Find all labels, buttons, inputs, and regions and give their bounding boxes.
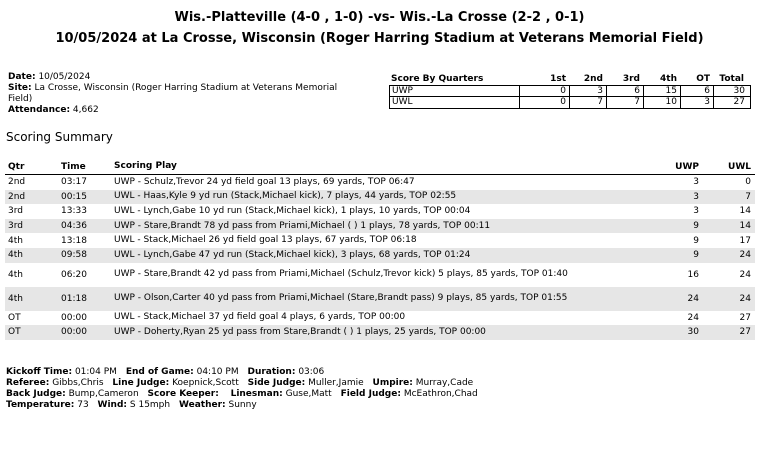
cell-back-judge-label: Back Judge:	[6, 389, 66, 399]
cell-5: OT	[696, 74, 710, 84]
cell-team: UWP	[390, 86, 520, 96]
cell-6: Total	[719, 74, 744, 84]
cell-ot: 6	[681, 86, 714, 96]
cell-temperature-label: Temperature:	[6, 400, 75, 410]
cell-linesman-label: Linesman:	[230, 389, 283, 399]
scoring-summary-table	[5, 161, 755, 340]
cell-referee-label: Referee:	[6, 378, 50, 388]
cell-play: UWL - Stack,Michael 37 yd field goal 4 plays, 6 yards, TOP 00:00	[114, 312, 406, 323]
table-row	[5, 233, 755, 248]
cell-qtr: 3rd	[8, 206, 23, 217]
cell-uwp: 24	[687, 312, 699, 323]
score-by-quarters-table	[389, 73, 751, 109]
cell-side-judge-label: Side Judge:	[247, 378, 306, 388]
cell-qtr: 4th	[8, 269, 23, 280]
cell-play: UWP - Schulz,Trevor 24 yd field goal 13 plays, 69 yards, TOP 06:47	[114, 176, 415, 187]
scoring-header	[5, 161, 755, 175]
cell-uwl: 17	[739, 235, 751, 246]
cell-play: UWP - Olson,Carter 40 yd pass from Priami,Michael (Stare,Brandt pass) 9 plays, 85 yards, TOP 01:55	[114, 293, 568, 304]
cell-q1: 0	[520, 97, 570, 108]
cell-time: 04:36	[61, 221, 87, 232]
cell-2: 2nd	[583, 74, 603, 84]
cell-uwl: 7	[745, 191, 751, 202]
cell-end-label: End of Game:	[125, 367, 194, 377]
cell-play: UWP - Stare,Brandt 78 yd pass from Priami,Michael ( ) 1 plays, 78 yards, TOP 00:11	[114, 220, 491, 231]
cell-play: Scoring Play	[114, 161, 177, 171]
cell-site: La Crosse, Wisconsin (Roger Harring Stadium at Veterans Memorial Field)	[8, 83, 338, 104]
footer-officials-1	[6, 378, 478, 389]
cell-play: UWL - Lynch,Gabe 47 yd run (Stack,Michael kick), 3 plays, 68 yards, TOP 01:24	[114, 249, 471, 260]
cell-referee: Gibbs,Chris	[52, 378, 104, 388]
cell-uwp: 9	[693, 250, 699, 261]
cell-uwl: 24	[739, 250, 751, 261]
cell-linesman: Guse,Matt	[285, 389, 332, 399]
cell-qtr: 4th	[8, 250, 23, 261]
cell-field-judge: McEathron,Chad	[403, 389, 478, 399]
table-row	[5, 311, 755, 326]
cell-ot: 3	[681, 97, 714, 108]
cell-uwp: 3	[693, 206, 699, 217]
cell-time: 03:17	[61, 177, 87, 188]
footer-weather	[6, 400, 478, 411]
cell-uwp: 30	[687, 327, 699, 338]
table-row	[5, 175, 755, 190]
cell-qtr: OT	[8, 327, 21, 338]
cell-uwl: 14	[739, 206, 751, 217]
cell-field-judge-label: Field Judge:	[340, 389, 401, 399]
table-row	[5, 325, 755, 340]
cell-4: 4th	[660, 74, 677, 84]
cell-uwl: 24	[739, 269, 751, 280]
cell-time: 06:20	[61, 269, 87, 280]
cell-q4: 10	[644, 97, 681, 108]
cell-uwl: 24	[739, 293, 751, 304]
cell-play: UWP - Doherty,Ryan 25 yd pass from Stare,Brandt ( ) 1 plays, 25 yards, TOP 00:00	[114, 326, 486, 337]
cell-q4: 15	[644, 86, 681, 96]
quarters-row-uwl	[389, 97, 751, 109]
cell-uwp: 9	[693, 235, 699, 246]
table-row	[5, 219, 755, 234]
cell-uwp: 24	[687, 293, 699, 304]
cell-uwp: 16	[687, 269, 699, 280]
table-row	[5, 190, 755, 205]
cell-duration: 03:06	[298, 367, 325, 377]
cell-uwl: 0	[745, 177, 751, 188]
cell-umpire: Murray,Cade	[415, 378, 474, 388]
info-date	[8, 72, 358, 83]
cell-weather-label: Weather:	[178, 400, 226, 410]
cell-q3: 7	[607, 97, 644, 108]
cell-team: UWL	[390, 97, 520, 108]
cell-kickoff: 01:04 PM	[74, 367, 117, 377]
cell-play: UWL - Lynch,Gabe 10 yd run (Stack,Michael kick), 1 plays, 10 yards, TOP 00:04	[114, 205, 471, 216]
cell-score-keeper-label: Score Keeper:	[147, 389, 219, 399]
cell-q1: 0	[520, 86, 570, 96]
cell-time: 00:15	[61, 191, 87, 202]
cell-uwp: 3	[693, 177, 699, 188]
cell-qtr: 3rd	[8, 221, 23, 232]
cell-uwp: 3	[693, 191, 699, 202]
cell-date-label: Date:	[8, 72, 36, 82]
cell-time: Time	[61, 162, 86, 172]
cell-q2: 3	[570, 86, 607, 96]
cell-line-judge: Koepnick,Scott	[172, 378, 239, 388]
cell-uwl: 27	[739, 312, 751, 323]
cell-back-judge: Bump,Cameron	[68, 389, 139, 399]
footer-times	[6, 367, 478, 378]
cell-time: 13:33	[61, 206, 87, 217]
cell-time: 00:00	[61, 327, 87, 338]
game-title: Wis.-Platteville (4-0 , 1-0) -vs- Wis.-La Crosse (2-2 , 0-1)	[174, 10, 585, 25]
table-row	[5, 263, 755, 287]
cell-weather: Sunny	[228, 400, 257, 410]
quarters-row-uwp	[389, 85, 751, 97]
cell-play: UWP - Stare,Brandt 42 yd pass from Priami,Michael (Schulz,Trevor kick) 5 plays, 85 yards, TOP 01:40	[114, 269, 568, 280]
cell-time: 01:18	[61, 293, 87, 304]
table-row	[5, 204, 755, 219]
cell-total: 27	[733, 97, 745, 107]
cell-wind: S 15mph	[129, 400, 171, 410]
cell-qtr: 2nd	[8, 191, 26, 202]
cell-total: 30	[733, 86, 745, 96]
cell-site-label: Site:	[8, 83, 32, 93]
cell-qtr: 4th	[8, 235, 23, 246]
cell-date: 10/05/2024	[38, 72, 91, 82]
game-subtitle: 10/05/2024 at La Crosse, Wisconsin (Roger Harring Stadium at Veterans Memorial Field)	[55, 31, 704, 46]
cell-play: UWL - Haas,Kyle 9 yd run (Stack,Michael kick), 7 plays, 44 yards, TOP 02:55	[114, 191, 457, 202]
cell-q3: 6	[607, 86, 644, 96]
table-row	[5, 287, 755, 311]
cell-temperature: 73	[77, 400, 89, 410]
cell-0: Score By Quarters	[391, 74, 484, 84]
cell-q2: 7	[570, 97, 607, 108]
table-row	[5, 248, 755, 263]
cell-qtr: Qtr	[8, 162, 25, 172]
game-officials-footer	[6, 367, 478, 411]
game-info	[8, 72, 358, 116]
cell-3: 3rd	[622, 74, 640, 84]
cell-line-judge-label: Line Judge:	[112, 378, 170, 388]
cell-qtr: 4th	[8, 293, 23, 304]
cell-uwl: UWL	[728, 162, 751, 172]
cell-side-judge: Muller,Jamie	[308, 378, 364, 388]
cell-uwp: 9	[693, 221, 699, 232]
scoring-summary-title: Scoring Summary	[6, 130, 113, 144]
cell-uwl: 27	[739, 327, 751, 338]
cell-end: 04:10 PM	[196, 367, 239, 377]
cell-time: 09:58	[61, 250, 87, 261]
cell-qtr: OT	[8, 312, 21, 323]
cell-duration-label: Duration:	[247, 367, 296, 377]
cell-kickoff-label: Kickoff Time:	[6, 367, 73, 377]
cell-umpire-label: Umpire:	[372, 378, 413, 388]
cell-time: 13:18	[61, 235, 87, 246]
cell-uwl: 14	[739, 221, 751, 232]
cell-uwp: UWP	[675, 162, 699, 172]
cell-qtr: 2nd	[8, 177, 26, 188]
cell-play: UWL - Stack,Michael 26 yd field goal 13 plays, 67 yards, TOP 06:18	[114, 235, 417, 246]
cell-attendance-label: Attendance:	[8, 105, 71, 115]
cell-time: 00:00	[61, 312, 87, 323]
cell-attendance: 4,662	[72, 105, 99, 115]
cell-wind-label: Wind:	[97, 400, 128, 410]
cell-1: 1st	[550, 74, 566, 84]
info-attendance	[8, 105, 358, 116]
footer-officials-2	[6, 389, 478, 400]
info-site	[8, 83, 358, 105]
quarters-header	[389, 73, 751, 85]
